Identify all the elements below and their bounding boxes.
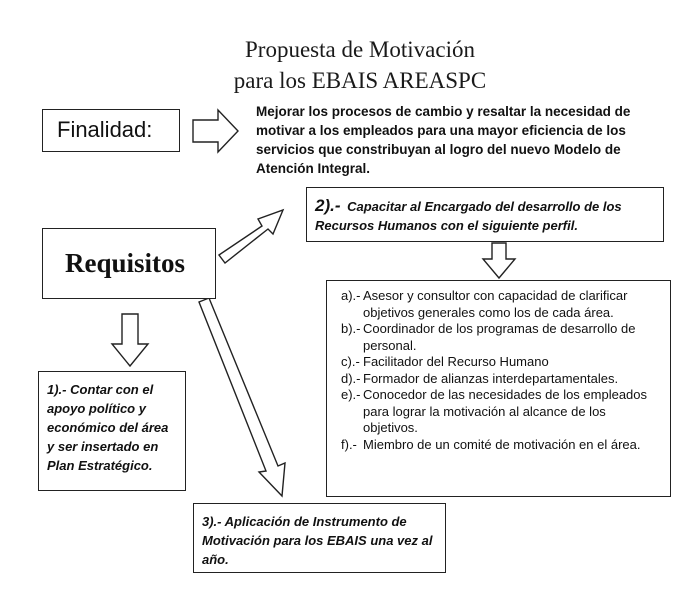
arrow-finalidad-to-purpose xyxy=(193,110,238,152)
req2-box xyxy=(306,187,664,242)
requisitos-label: Requisitos xyxy=(65,248,186,278)
arrow-requisitos-to-req1 xyxy=(112,314,148,366)
diagram-title-line2: para los EBAIS AREASPC xyxy=(233,68,487,93)
req2-number: 2).- xyxy=(315,196,341,215)
req1-body: Contar con el apoyo político y económico del área y ser insertado en Plan Estratégico. xyxy=(47,382,169,473)
perfil-item: f).- Miembro de un comité de motivación en el área. xyxy=(341,436,641,452)
finalidad-label: Finalidad: xyxy=(57,117,153,142)
req3-box xyxy=(193,503,446,573)
req1-number: 1).- xyxy=(47,382,67,397)
requisitos-box xyxy=(42,228,216,299)
req3-number: 3).- xyxy=(202,514,222,529)
finalidad-text: Mejorar los procesos de cambio y resaltar la necesidad de motivar a los empleados para una mayor eficiencia de los servicios que constribuyan al logro del nuevo Modelo de Atención Integral. xyxy=(256,104,631,176)
arrow-requisitos-to-req3 xyxy=(199,298,285,496)
perfil-list xyxy=(341,288,660,453)
finalidad-box xyxy=(42,109,180,152)
req2-body: Capacitar al Encargado del desarrollo de los Recursos Humanos con el siguiente perfil. xyxy=(315,199,622,233)
req3-body: Aplicación de Instrumento de Motivación para los EBAIS una vez al año. xyxy=(202,514,433,567)
perfil-item: a).- Asesor y consultor con capacidad de clarificar objetivos generales como los de cada área. xyxy=(341,288,628,320)
arrow-requisitos-to-req2 xyxy=(219,210,283,263)
arrow-req2-to-perfil xyxy=(483,243,515,278)
diagram-title-line1: Propuesta de Motivación xyxy=(245,37,475,62)
req1-text xyxy=(47,380,179,475)
req2-text xyxy=(315,196,651,235)
perfil-item: c).- Facilitador del Recurso Humano xyxy=(341,354,549,369)
perfil-item: b).- Coordinador de los programas de desarrollo de personal. xyxy=(341,321,636,353)
perfil-item: e).- Conocedor de las necesidades de los empleados para lograr la motivación al alcance de los objetivos. xyxy=(341,387,648,435)
perfil-box xyxy=(326,280,671,497)
perfil-item: d).- Formador de alianzas interdepartamentales. xyxy=(341,370,619,386)
req1-box xyxy=(38,371,186,491)
req3-text xyxy=(202,512,437,569)
